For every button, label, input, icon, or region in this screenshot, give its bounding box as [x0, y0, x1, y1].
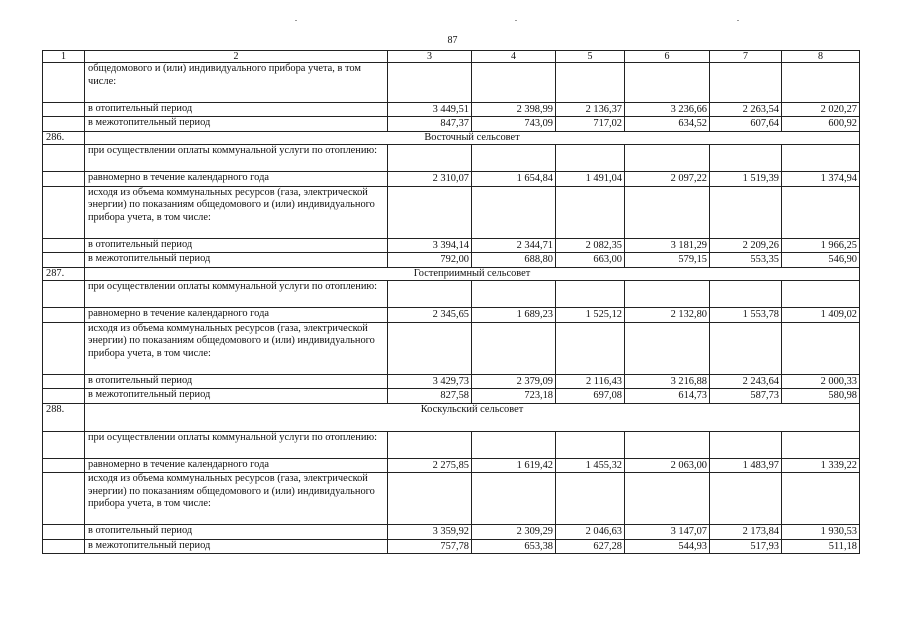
row-number-cell	[43, 63, 85, 103]
value-cell: 2 063,00	[625, 458, 710, 473]
row-description: в отопительный период	[85, 102, 388, 117]
value-cell	[625, 281, 710, 308]
table-row	[43, 186, 860, 238]
value-cell: 614,73	[625, 389, 710, 404]
value-cell: 546,90	[782, 253, 860, 268]
value-cell	[710, 63, 782, 103]
section-number: 288.	[43, 403, 85, 431]
scan-speck	[737, 20, 739, 21]
value-cell: 717,02	[556, 117, 625, 132]
column-header: 3	[388, 51, 472, 63]
value-cell: 1 930,53	[782, 525, 860, 540]
value-cell: 2 136,37	[556, 102, 625, 117]
value-cell	[782, 473, 860, 525]
value-cell	[625, 431, 710, 458]
value-cell: 2 243,64	[710, 374, 782, 389]
row-number-cell	[43, 308, 85, 323]
value-cell: 3 449,51	[388, 102, 472, 117]
table-body	[43, 51, 860, 554]
row-number-cell	[43, 145, 85, 172]
row-description: исходя из объема коммунальных ресурсов (газа, электрической энергии) по показаниям общедомового и (или) индивидуального прибора учета, в том числе:	[85, 473, 388, 525]
value-cell: 1 553,78	[710, 308, 782, 323]
value-cell	[556, 322, 625, 374]
value-cell: 2 173,84	[710, 525, 782, 540]
value-cell	[782, 145, 860, 172]
value-cell	[556, 186, 625, 238]
value-cell	[782, 281, 860, 308]
table-row	[43, 374, 860, 389]
value-cell	[710, 473, 782, 525]
value-cell: 723,18	[472, 389, 556, 404]
value-cell	[625, 145, 710, 172]
section-title: Коскульский сельсовет	[85, 403, 860, 431]
value-cell	[472, 322, 556, 374]
header-row	[43, 51, 860, 63]
value-cell	[710, 431, 782, 458]
column-header: 7	[710, 51, 782, 63]
value-cell: 634,52	[625, 117, 710, 132]
value-cell	[556, 63, 625, 103]
table-row	[43, 117, 860, 132]
column-header: 5	[556, 51, 625, 63]
row-number-cell	[43, 253, 85, 268]
value-cell: 1 519,39	[710, 172, 782, 187]
row-number-cell	[43, 374, 85, 389]
column-header: 2	[85, 51, 388, 63]
row-description: при осуществлении оплаты коммунальной услуги по отоплению:	[85, 431, 388, 458]
column-header: 4	[472, 51, 556, 63]
value-cell: 3 236,66	[625, 102, 710, 117]
value-cell	[388, 63, 472, 103]
value-cell: 663,00	[556, 253, 625, 268]
row-number-cell	[43, 539, 85, 554]
section-title: Гостеприимный сельсовет	[85, 267, 860, 281]
value-cell: 3 147,07	[625, 525, 710, 540]
value-cell: 553,35	[710, 253, 782, 268]
table-row	[43, 172, 860, 187]
row-number-cell	[43, 389, 85, 404]
section-row	[43, 403, 860, 431]
row-description: в отопительный период	[85, 238, 388, 253]
page-number: 87	[447, 35, 458, 46]
table-row	[43, 539, 860, 554]
value-cell	[472, 431, 556, 458]
value-cell: 2 275,85	[388, 458, 472, 473]
table-row	[43, 322, 860, 374]
value-cell	[625, 63, 710, 103]
value-cell	[782, 63, 860, 103]
section-number: 286.	[43, 131, 85, 145]
value-cell	[472, 473, 556, 525]
row-number-cell	[43, 238, 85, 253]
row-description: исходя из объема коммунальных ресурсов (газа, электрической энергии) по показаниям общедомового и (или) индивидуального прибора учета, в том числе:	[85, 186, 388, 238]
value-cell: 1 525,12	[556, 308, 625, 323]
scan-speck	[295, 20, 297, 21]
table-row	[43, 458, 860, 473]
value-cell	[782, 186, 860, 238]
value-cell	[472, 186, 556, 238]
value-cell: 517,93	[710, 539, 782, 554]
value-cell: 1 491,04	[556, 172, 625, 187]
value-cell: 2 344,71	[472, 238, 556, 253]
column-header: 6	[625, 51, 710, 63]
row-number-cell	[43, 186, 85, 238]
row-description: при осуществлении оплаты коммунальной услуги по отоплению:	[85, 145, 388, 172]
table-row	[43, 253, 860, 268]
value-cell: 688,80	[472, 253, 556, 268]
row-description: равномерно в течение календарного года	[85, 172, 388, 187]
value-cell: 587,73	[710, 389, 782, 404]
tariff-table	[42, 50, 860, 554]
section-row	[43, 267, 860, 281]
value-cell: 3 394,14	[388, 238, 472, 253]
value-cell: 3 359,92	[388, 525, 472, 540]
value-cell	[710, 186, 782, 238]
value-cell: 697,08	[556, 389, 625, 404]
row-description: в межотопительный период	[85, 253, 388, 268]
row-number-cell	[43, 525, 85, 540]
value-cell	[388, 473, 472, 525]
value-cell: 2 345,65	[388, 308, 472, 323]
row-description: равномерно в течение календарного года	[85, 458, 388, 473]
column-header: 1	[43, 51, 85, 63]
value-cell	[556, 473, 625, 525]
value-cell: 757,78	[388, 539, 472, 554]
value-cell: 2 309,29	[472, 525, 556, 540]
value-cell: 600,92	[782, 117, 860, 132]
section-number: 287.	[43, 267, 85, 281]
value-cell: 2 116,43	[556, 374, 625, 389]
row-number-cell	[43, 322, 85, 374]
section-row	[43, 131, 860, 145]
table-row	[43, 431, 860, 458]
row-number-cell	[43, 102, 85, 117]
value-cell	[388, 145, 472, 172]
value-cell: 2 398,99	[472, 102, 556, 117]
row-number-cell	[43, 172, 85, 187]
value-cell: 580,98	[782, 389, 860, 404]
row-description: при осуществлении оплаты коммунальной услуги по отоплению:	[85, 281, 388, 308]
value-cell	[625, 473, 710, 525]
value-cell	[625, 322, 710, 374]
row-number-cell	[43, 473, 85, 525]
value-cell: 1 483,97	[710, 458, 782, 473]
value-cell	[388, 186, 472, 238]
value-cell	[472, 145, 556, 172]
table-row	[43, 281, 860, 308]
row-number-cell	[43, 431, 85, 458]
value-cell: 2 209,26	[710, 238, 782, 253]
value-cell: 607,64	[710, 117, 782, 132]
value-cell	[388, 322, 472, 374]
value-cell: 3 216,88	[625, 374, 710, 389]
row-description: в отопительный период	[85, 374, 388, 389]
value-cell	[782, 431, 860, 458]
value-cell: 627,28	[556, 539, 625, 554]
value-cell	[710, 281, 782, 308]
value-cell: 827,58	[388, 389, 472, 404]
value-cell: 2 310,07	[388, 172, 472, 187]
value-cell: 743,09	[472, 117, 556, 132]
value-cell: 579,15	[625, 253, 710, 268]
value-cell: 511,18	[782, 539, 860, 554]
value-cell	[625, 186, 710, 238]
value-cell: 3 181,29	[625, 238, 710, 253]
value-cell: 2 046,63	[556, 525, 625, 540]
value-cell: 2 097,22	[625, 172, 710, 187]
row-description: равномерно в течение календарного года	[85, 308, 388, 323]
value-cell	[472, 281, 556, 308]
scan-speck	[515, 20, 517, 21]
value-cell: 1 654,84	[472, 172, 556, 187]
value-cell: 1 966,25	[782, 238, 860, 253]
value-cell: 1 689,23	[472, 308, 556, 323]
value-cell	[556, 281, 625, 308]
column-header: 8	[782, 51, 860, 63]
value-cell: 847,37	[388, 117, 472, 132]
value-cell	[556, 431, 625, 458]
value-cell: 1 374,94	[782, 172, 860, 187]
row-number-cell	[43, 281, 85, 308]
value-cell: 653,38	[472, 539, 556, 554]
table-row	[43, 238, 860, 253]
table-row	[43, 308, 860, 323]
value-cell	[782, 322, 860, 374]
table-row	[43, 389, 860, 404]
value-cell	[472, 63, 556, 103]
value-cell: 2 379,09	[472, 374, 556, 389]
value-cell: 1 619,42	[472, 458, 556, 473]
value-cell: 544,93	[625, 539, 710, 554]
table-row	[43, 102, 860, 117]
row-description: общедомового и (или) индивидуального прибора учета, в том числе:	[85, 63, 388, 103]
row-description: в межотопительный период	[85, 389, 388, 404]
row-description: в отопительный период	[85, 525, 388, 540]
value-cell	[388, 431, 472, 458]
value-cell	[710, 145, 782, 172]
value-cell: 1 409,02	[782, 308, 860, 323]
value-cell: 2 263,54	[710, 102, 782, 117]
row-number-cell	[43, 117, 85, 132]
value-cell: 2 132,80	[625, 308, 710, 323]
value-cell: 792,00	[388, 253, 472, 268]
section-title: Восточный сельсовет	[85, 131, 860, 145]
row-description: исходя из объема коммунальных ресурсов (газа, электрической энергии) по показаниям общедомового и (или) индивидуального прибора учета, в том числе:	[85, 322, 388, 374]
table-row	[43, 63, 860, 103]
value-cell	[556, 145, 625, 172]
row-description: в межотопительный период	[85, 117, 388, 132]
value-cell: 3 429,73	[388, 374, 472, 389]
value-cell: 1 455,32	[556, 458, 625, 473]
value-cell: 2 082,35	[556, 238, 625, 253]
row-description: в межотопительный период	[85, 539, 388, 554]
table-row	[43, 473, 860, 525]
value-cell	[710, 322, 782, 374]
value-cell: 2 000,33	[782, 374, 860, 389]
value-cell: 1 339,22	[782, 458, 860, 473]
table-row	[43, 145, 860, 172]
value-cell	[388, 281, 472, 308]
table-row	[43, 525, 860, 540]
row-number-cell	[43, 458, 85, 473]
value-cell: 2 020,27	[782, 102, 860, 117]
